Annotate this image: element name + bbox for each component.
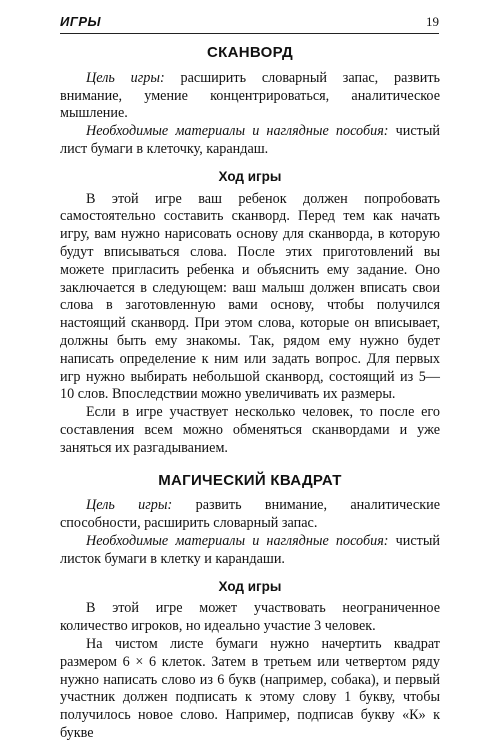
materials-paragraph [60,123,440,159]
goal-text: расширить словарный запас, развить внимание, умение концентрироваться, аналитическое мышление. [60,69,440,122]
header-title: ИГРЫ [60,14,101,29]
course-heading: Ход игры [218,578,282,594]
goal-label: Цель игры: [86,69,165,86]
body-paragraph: Если в игре участвует несколько человек, то после его составления всем можно обменяться сканвордами и уже заняться их разгадыванием. [60,404,440,456]
section-title-scanword: СКАНВОРД [207,44,293,61]
running-header [60,12,439,34]
goal-paragraph [60,70,440,123]
goal-text: развить внимание, аналитические способности, расширить словарный запас. [60,497,440,532]
header-rule [60,33,439,34]
body-paragraph: В этой игре может участвовать неограниченное количество игроков, но идеально участие 3 человек. [60,600,440,635]
body-paragraph: На чистом листе бумаги нужно начертить квадрат размером 6 × 6 клеток. Затем в третьем или четвертом ряду нужно написать слово из 6 букв (например, собака), и первый участник должен подписать к этому слову 1 букву, чтобы получилось новое слово. Например, подписав букву «К» к букве [60,635,440,741]
materials-label: Необходимые материалы и наглядные пособия: [86,123,389,140]
goal-label: Цель игры: [86,497,173,514]
page-number: 19 [426,14,439,29]
materials-text: чистый лист бумаги в клеточку, карандаш. [60,123,440,157]
materials-text: чистый листок бумаги в клетку и карандаши. [60,532,440,567]
goal-paragraph [60,497,440,533]
body-paragraph: В этой игре ваш ребенок должен попробовать самостоятельно составить сканворд. Перед тем как начать игру, вам нужно нарисовать основу для сканворда, в которую будут вписываться слова. После этих приготовлений вы можете пригласить ребенка и объяснить ему задание. Оно заключается в следующем: ваш малыш должен вписать свои слова в заготовленную вами основу, чтобы получился настоящий сканворд. При этом слова, которые он вписывает, должны быть ему знакомы. Так, рядом ему нужно будет написать определение к ним или задать вопрос. Для первых игр нужно выбирать небольшой сканворд, состоящий из 5—10 слов. Впоследствии можно увеличивать их размеры. [60,190,440,403]
materials-label: Необходимые материалы и наглядные пособия: [86,532,389,549]
page-content [60,38,440,743]
course-heading: Ход игры [218,168,282,184]
materials-paragraph [60,533,440,569]
section-title-magic-square: МАГИЧЕСКИЙ КВАДРАТ [158,471,342,489]
